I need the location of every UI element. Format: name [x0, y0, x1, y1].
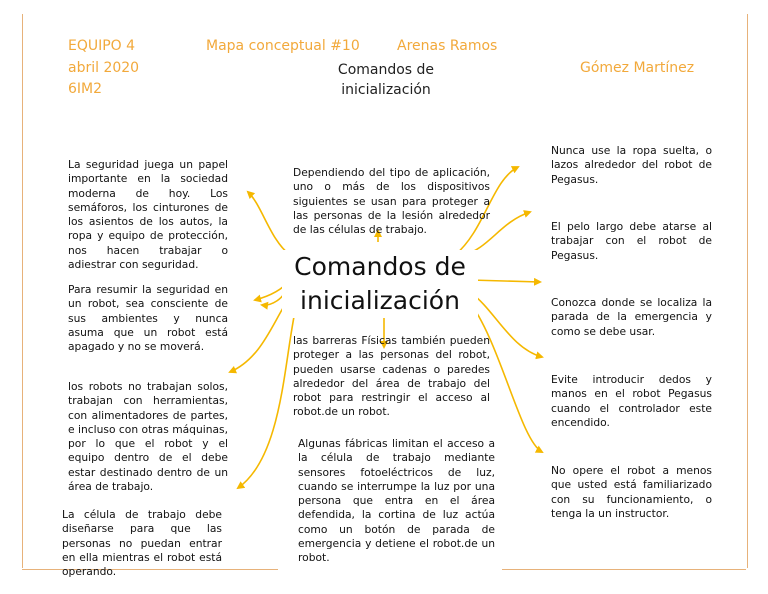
arrow-to-left-note-3	[230, 308, 283, 372]
right-note-4: Evite introducir dedos y manos en el robot Pegasus cuando el controlador este encendido.	[551, 373, 712, 429]
left-note-3: los robots no trabajan solos, trabajan con herramientas, con alimentadores de partes, e incluso con otras máquinas, por lo que el robot y el equipo dentro de el debe estar destinado dentro de un área de trabajo.	[68, 380, 228, 494]
map-title: Mapa conceptual #10	[206, 38, 360, 54]
center-note-1: Dependiendo del tipo de aplicación, uno o más de los dispositivos siguientes se usan para proteger a las personas de la lesión alrededor de las células de trabajo.	[293, 166, 490, 237]
author-name-1: Arenas Ramos	[397, 38, 498, 54]
header-subtitle-line1: Comandos de	[337, 62, 435, 78]
arrow-to-left-note-1	[248, 192, 290, 255]
right-note-5: No opere el robot a menos que usted está familiarizado con su funcionamiento, o tenga la un instructor.	[551, 464, 712, 520]
header-subtitle-line2: inicialización	[341, 82, 431, 98]
center-note-2: las barreras Físicas también pueden proteger a las personas del robot, pueden usarse cadenas o paredes alrededor del área de trabajo del robot para restringir el acceso al robot.de un robot.	[293, 334, 490, 419]
central-concept-line1: Comandos de	[294, 252, 466, 281]
center-note-3: Algunas fábricas limitan el acceso a la célula de trabajo mediante sensores fotoeléctricos de luz, cuando se interrumpe la luz por una persona que entra en el área defendida, la cortina de luz actúa como un botón de parada de emergencia y detiene el robot.de un robot.	[298, 437, 495, 565]
central-concept	[282, 250, 478, 318]
left-note-1: La seguridad juega un papel importante en la sociedad moderna de hoy. Los semáforos, los cinturones de los asientos de los autos, la ropa y equipo de protección, nos hacen trabajar o adiestrar con seguridad.	[68, 158, 228, 272]
left-note-4: La célula de trabajo debe diseñarse para que las personas no puedan entrar en ella mientras el robot está operando.	[62, 508, 222, 579]
right-note-1: Nunca use la ropa suelta, o lazos alrededor del robot de Pegasus.	[551, 144, 712, 186]
right-note-2: El pelo largo debe atarse al trabajar con el robot de Pegasus.	[551, 220, 712, 262]
date-label: abril 2020	[68, 60, 140, 76]
team-label: EQUIPO 4	[68, 38, 136, 54]
group-label: 6IM2	[68, 81, 103, 97]
right-note-3: Conozca donde se localiza la parada de la emergencia y como se debe usar.	[551, 296, 712, 338]
author-name-2: Gómez Martínez	[580, 60, 695, 76]
arrow-to-left-note-4	[238, 298, 298, 488]
central-concept-line2: inicialización	[300, 286, 460, 315]
left-note-2: Para resumir la seguridad en un robot, sea consciente de sus ambientes y nunca asuma que un robot está apagado y no se moverá.	[68, 283, 228, 354]
arrow-to-right-note-3	[470, 280, 540, 282]
